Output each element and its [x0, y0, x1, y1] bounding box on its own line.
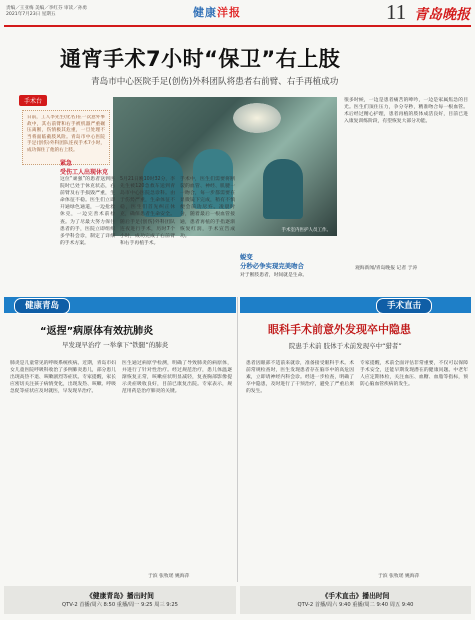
- header-rule: [4, 25, 471, 27]
- headline: 通宵手术7小时“保卫”右上肢: [60, 47, 341, 71]
- subhead-kicker: 紧急: [60, 160, 73, 167]
- banner-label-left: 健康青岛: [14, 298, 70, 314]
- header-meta: [6, 6, 166, 18]
- article-column: 肺炎是儿童常见的呼吸系统疾病。近期，青岛市妇女儿童医院呼吸科收治了多例肺炎患儿，部分患儿出现高热不退、咳嗽剧烈等症状。专家提醒，家长应密切关注孩子病情变化，出现发热、咳嗽、呼吸急促等症状应及时就医，早发现早治疗。: [10, 361, 116, 395]
- article-column: 对于断肢患者，时间就是生命。: [240, 273, 308, 278]
- section-name: [193, 4, 241, 20]
- newspaper-logo: 青岛晚报: [414, 8, 470, 23]
- article-column: [344, 97, 468, 247]
- article-column: 这位“顽强”的患者送到医院时已处于休克状态，右前臂及右手损毁严重，生命体征不稳。医生们立即开通绿色通道，一边抢救休克，一边完善术前检查。为了尽最大努力保住患者的手，医院立即组织多学科会诊，制定了详细的手术方案。: [60, 177, 115, 246]
- section-banner-right: [240, 297, 471, 313]
- column-text: 很多时候，一边是患者痛苦的呻吟，一边是家属焦急的目光。医生们顶住压力，争分夺秒，精准吻合每一根血管。术后经过精心护理，患者再植的肢体成活良好，目前已进入康复训练阶段，有望恢复大部分功能。: [344, 98, 468, 125]
- surgeon-figure: [263, 159, 303, 219]
- byline-2: 于滨 张牧瑶 姚海萍: [148, 574, 190, 579]
- subheadline: 青岛市中心医院手足(创伤)外科团队将患者右前臂、右手再植成功: [91, 77, 339, 87]
- headline-2: “返捏”病原体有效抗肺炎: [40, 326, 154, 337]
- section-subhead: [60, 158, 108, 176]
- article-column: 5月21日晚10时32分，李先生被120急救车送到青岛市中心医院急诊科。由于伤势严重，生命体征不稳，医生们首先纠正休克，确保患者生命安全。随后手足(创伤)外科团队连夜进行手术，历时7个小时，成功完成了右前臂和右手再植手术。: [120, 177, 175, 246]
- article-column: 患者因眼部不适前来就诊，准备接受眼科手术。术前常规检查时，医生发现患者存在脑卒中的高危因素，立即请神经内科会诊。经进一步检查，明确了卒中隐患，及时进行了干预治疗，避免了严重后果的发生。: [246, 361, 354, 395]
- broadcast-title: 《健康青岛》播出时间: [86, 592, 154, 600]
- broadcast-info-left: [4, 586, 236, 614]
- article-column: 医生通过病原学检测，明确了导致肺炎的病原体，并进行了针对性治疗。经过规范治疗，患儿体温逐渐恢复正常，咳嗽症状明显减轻，复查胸部影像提示炎症吸收良好，目前已康复出院。专家表示，规范用药是治疗肺炎的关键。: [122, 361, 232, 395]
- section-name-part-b: 洋报: [217, 6, 241, 19]
- subhead-title: 受伤工人出现休克: [60, 169, 109, 176]
- intro-box: [22, 110, 110, 165]
- broadcast-schedule: QTV-2 首播/周六 8:50 重播/周一 9:25 周三 9:25: [62, 602, 178, 608]
- article-column: 专家提醒，术前全面评估非常重要，不仅可以保障手术安全，还能早期发现潜在的健康问题。中老年人应定期体检，关注血压、血糖、血脂等指标，预防心脑血管疾病的发生。: [360, 361, 468, 388]
- broadcast-title: 《手术直击》播出时间: [321, 592, 390, 600]
- intro-text: 日前，工人李先生(化名)在一次意外事故中，其右前臂和右手被机器严重碾压离断，伤情极其危重，一旦处理不当将面临截肢风险。青岛市中心医院手足(创伤)外科团队连夜手术7小时，成功保住了他的右上肢。: [27, 115, 105, 153]
- page-number: 11: [386, 0, 407, 24]
- section-subhead-2: [240, 252, 304, 270]
- broadcast-info-right: [240, 586, 471, 614]
- photo-caption: 手术室内医护人员工作。: [281, 228, 331, 233]
- subhead-kicker: 蜕变: [240, 253, 253, 261]
- surgical-lamp: [233, 103, 281, 133]
- headline-3: 眼科手术前意外发现卒中隐患: [268, 323, 411, 336]
- byline: 观海新闻/青岛晚报 记者 于涛: [355, 266, 418, 271]
- section-name-part-a: 健康: [193, 6, 217, 19]
- column-divider: [237, 297, 238, 582]
- subheadline-3: 院患手术前 肢体于术前发现卒中“猎者”: [289, 342, 402, 350]
- article-column: 手术中，医生们需要将断裂的血管、神经、肌腱一一吻合，每一步都需要在显微镜下完成，稍有不慎便会前功尽弃。凌晨时分，随着最后一根血管接通，患者再植的手指逐渐恢复红润，手术宣告成功。: [180, 177, 235, 239]
- subheadline-2: 早发现早治疗 一举拿下“铁腿”的肺炎: [62, 341, 169, 349]
- issue-date: 2021年7月23日 星期五: [6, 12, 56, 17]
- subhead-title: 分秒必争实现完美吻合: [240, 262, 304, 270]
- byline-3: 于滨 张牧瑶 姚海萍: [378, 574, 420, 579]
- editor-credits: 责编／王亚梅 美编／李红芬 审读／孙勇: [6, 6, 88, 11]
- article-tag: 手术台: [19, 95, 47, 106]
- banner-label-right: 手术直击: [376, 298, 432, 314]
- broadcast-schedule: QTV-2 首播/周六 9:40 重播/周二 9:40 周五 9:40: [297, 602, 414, 608]
